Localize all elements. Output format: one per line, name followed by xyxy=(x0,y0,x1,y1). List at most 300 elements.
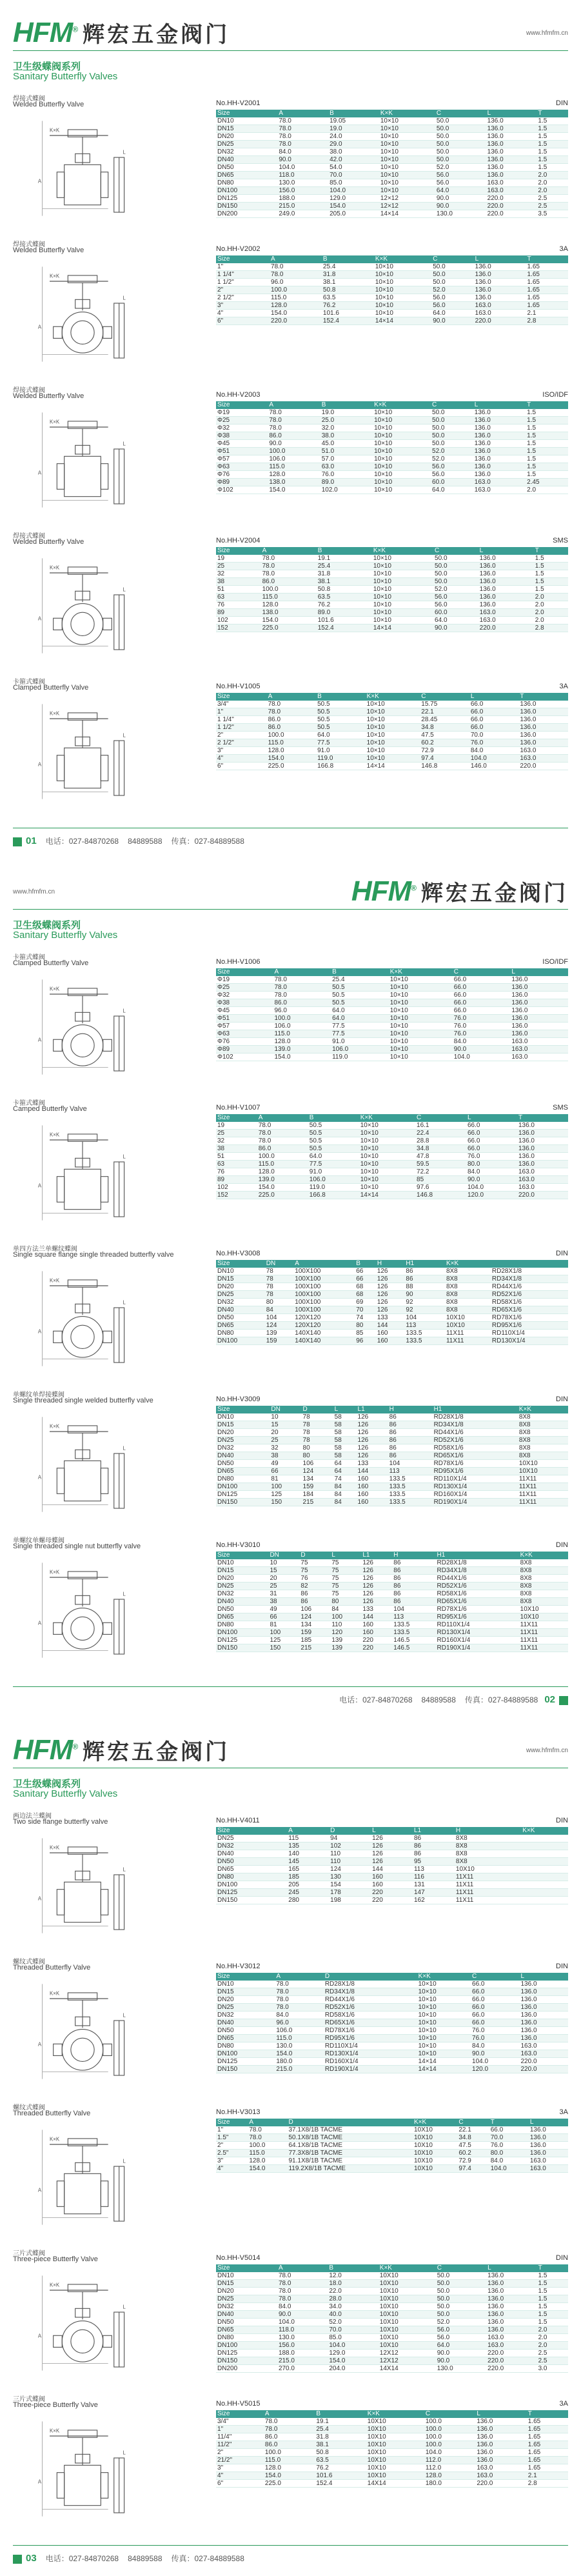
table-cell: 2.8 xyxy=(527,2480,568,2488)
table-cell: 10X10 xyxy=(366,2457,424,2464)
table-cell: 115.0 xyxy=(257,1161,308,1168)
table-cell: 25.4 xyxy=(322,263,374,271)
table-cell: 188.0 xyxy=(277,2350,328,2357)
table-cell: 80 xyxy=(265,1299,294,1306)
table-row xyxy=(216,179,568,187)
table-cell: 8X8 xyxy=(519,1583,568,1590)
page-footer xyxy=(0,2545,581,2571)
table-cell: 10X10 xyxy=(379,2311,436,2319)
table-cell: 128.0 xyxy=(261,601,317,609)
table-row xyxy=(216,1130,568,1137)
spec-table-body xyxy=(216,1122,568,1199)
table-cell: 136.0 xyxy=(474,279,526,286)
table-cell: 90.0 xyxy=(431,317,473,325)
table-cell: 8X8 xyxy=(518,1413,568,1421)
product-name-cn: 单四方法兰单螺纹蝶阀 xyxy=(13,1246,77,1253)
table-cell: DN65 xyxy=(216,2035,275,2042)
table-cell: 10X10 xyxy=(379,2334,436,2342)
column-header: A xyxy=(257,1114,308,1122)
table-cell: Φ102 xyxy=(216,1053,273,1061)
svg-text:K×K: K×K xyxy=(50,986,60,992)
table-cell: 8X8 xyxy=(455,1858,521,1866)
table-cell: 49 xyxy=(270,1460,301,1468)
table-cell: 49 xyxy=(268,1606,299,1613)
table-cell: 2 1/2" xyxy=(216,739,267,747)
table-cell: 86 xyxy=(413,1835,455,1842)
standard-label: 3A xyxy=(559,2108,568,2116)
table-cell: 10X10 xyxy=(455,1866,521,1873)
table-row xyxy=(216,1444,568,1452)
logo-text-cn: 辉宏五金阀门 xyxy=(83,22,230,48)
table-cell: 51.0 xyxy=(320,448,373,455)
table-cell: 76.0 xyxy=(469,739,519,747)
table-cell: 100X100 xyxy=(293,1268,355,1275)
table-cell: DN65 xyxy=(216,1322,265,1330)
table-cell: 128.0 xyxy=(248,2157,287,2165)
table-cell: 38.0 xyxy=(328,148,379,156)
table-cell: DN25 xyxy=(216,141,277,148)
table-cell: 84.0 xyxy=(469,747,519,755)
table-cell: 10×10 xyxy=(359,1153,415,1161)
table-row xyxy=(216,1153,568,1161)
table-cell: 66.0 xyxy=(471,2012,519,2019)
table-cell: 86 xyxy=(392,1575,435,1583)
table-cell: 110 xyxy=(329,1858,371,1866)
table-cell: 10X10 xyxy=(379,2272,436,2280)
table-cell: 10×10 xyxy=(417,2042,471,2050)
table-cell: 10X10 xyxy=(379,2342,436,2350)
table-cell: 100.0 xyxy=(424,2418,475,2426)
table-row xyxy=(216,1437,568,1444)
table-row xyxy=(216,187,568,195)
table-cell: 136.0 xyxy=(510,1015,568,1023)
table-row xyxy=(216,486,568,494)
table-cell: 10×10 xyxy=(374,271,431,279)
table-cell: 10×10 xyxy=(417,2012,471,2019)
table-cell: 104.0 xyxy=(453,1053,511,1061)
table-row xyxy=(216,701,568,708)
column-header: L xyxy=(478,547,534,555)
table-cell: RD160X1/4 xyxy=(436,1637,519,1644)
table-cell: 42.0 xyxy=(328,156,379,164)
table-cell: 1.5 xyxy=(534,578,568,586)
table-cell: 8X8 xyxy=(519,1590,568,1598)
footer-tel2: 84889588 xyxy=(421,1695,456,1704)
table-cell: 80 xyxy=(355,1322,376,1330)
table-cell: 136.0 xyxy=(520,2035,569,2042)
table-cell: 100.0 xyxy=(257,1153,308,1161)
svg-text:L: L xyxy=(123,1008,126,1014)
table-cell: 136.0 xyxy=(475,2418,526,2426)
svg-text:K×K: K×K xyxy=(50,1423,60,1430)
table-cell: 84.0 xyxy=(466,1168,517,1176)
table-cell: 78 xyxy=(265,1291,294,1299)
svg-text:K×K: K×K xyxy=(50,419,60,425)
table-cell: 136.0 xyxy=(473,424,526,432)
table-row xyxy=(216,1421,568,1429)
spec-table-body xyxy=(216,701,568,770)
table-row xyxy=(216,1161,568,1168)
table-cell: 10×10 xyxy=(389,992,453,999)
table-row xyxy=(216,1468,568,1475)
table-cell: 115.0 xyxy=(267,739,317,747)
spec-table-body xyxy=(216,555,568,632)
column-header: B xyxy=(316,693,366,701)
table-cell: 8X8 xyxy=(518,1452,568,1460)
table-cell: 47.8 xyxy=(415,1153,466,1161)
drawing-area xyxy=(19,1410,168,1523)
table-cell: 47.5 xyxy=(457,2142,489,2150)
column-header: H xyxy=(455,1827,521,1835)
table-cell: 146.8 xyxy=(420,763,469,770)
table-cell: 133.5 xyxy=(388,1483,433,1491)
table-cell: 8X8 xyxy=(519,1559,568,1567)
table-cell: 136.0 xyxy=(520,2027,569,2035)
table-cell: 63.5 xyxy=(317,594,372,601)
table-row xyxy=(216,156,568,164)
table-cell: 10×10 xyxy=(374,263,431,271)
table-cell: 50.0 xyxy=(435,117,486,125)
table-cell: 136.0 xyxy=(486,2319,537,2326)
table-row xyxy=(216,1330,568,1337)
product-name-cn: 单螺纹单螺母蝶阀 xyxy=(13,1537,64,1544)
table-cell: 163.0 xyxy=(510,1053,568,1061)
table-cell: 14×14 xyxy=(417,2066,471,2073)
site-url[interactable]: www.hfmfm.cn xyxy=(526,1747,568,1754)
table-cell: 78.0 xyxy=(261,555,317,563)
table-row xyxy=(216,1275,568,1283)
table-row xyxy=(216,1644,568,1652)
table-row xyxy=(216,976,568,984)
table-cell: 163.0 xyxy=(478,609,534,617)
table-cell: 15 xyxy=(270,1421,301,1429)
table-cell: 10X10 xyxy=(413,2165,457,2173)
page-number: 02 xyxy=(544,1694,555,1705)
table-cell: 66 xyxy=(355,1275,376,1283)
table-cell: DN20 xyxy=(216,133,277,141)
table-cell: 78.0 xyxy=(275,2004,323,2012)
table-cell: Φ38 xyxy=(216,999,273,1007)
table-cell: 184 xyxy=(302,1491,333,1499)
column-header: D xyxy=(302,1406,333,1413)
table-cell: 11/4" xyxy=(216,2433,264,2441)
table-cell: 163.0 xyxy=(520,2050,569,2058)
table-cell: 86.0 xyxy=(267,716,317,724)
column-header: B xyxy=(355,1260,376,1268)
product-name-cn: 卡箍式蝶阀 xyxy=(13,1100,45,1107)
table-cell: 86 xyxy=(388,1429,433,1437)
table-cell: 66.0 xyxy=(453,984,511,992)
spec-table-header xyxy=(216,693,568,701)
table-cell: 10×10 xyxy=(366,701,420,708)
table-cell: 215 xyxy=(299,1644,330,1652)
standard-label: 3A xyxy=(559,245,568,253)
header-row xyxy=(216,2119,568,2126)
table-cell: 50.5 xyxy=(331,992,389,999)
catalog-page xyxy=(0,0,581,859)
table-cell: 136.0 xyxy=(486,148,537,156)
page-footer xyxy=(0,828,581,854)
table-row xyxy=(216,2050,568,2058)
table-row xyxy=(216,2457,568,2464)
table-cell: 130.0 xyxy=(435,210,486,218)
spec-table xyxy=(216,1114,568,1199)
table-cell: 128.0 xyxy=(268,471,320,479)
column-header: H xyxy=(376,1260,405,1268)
product-block xyxy=(0,1953,581,2099)
table-cell: 64.1X8/1B TACME xyxy=(287,2142,413,2150)
table-row xyxy=(216,2295,568,2303)
table-cell: 86 xyxy=(299,1590,330,1598)
table-cell: 133.5 xyxy=(388,1475,433,1483)
column-header: L xyxy=(333,1406,357,1413)
product-block xyxy=(0,1808,581,1953)
column-header: C xyxy=(433,547,478,555)
site-url[interactable]: www.hfmfm.cn xyxy=(13,888,55,895)
table-cell: 10×10 xyxy=(359,1161,415,1168)
table-cell: 124 xyxy=(299,1613,330,1621)
header-row xyxy=(216,693,568,701)
svg-text:L: L xyxy=(123,586,126,593)
table-cell: 136.0 xyxy=(529,2142,568,2150)
spec-table xyxy=(216,1552,568,1652)
table-cell: 50.0 xyxy=(435,156,486,164)
table-cell: 10×10 xyxy=(374,294,431,302)
column-header: DN xyxy=(265,1260,294,1268)
table-cell: 76.0 xyxy=(471,2035,519,2042)
table-cell: 139.0 xyxy=(273,1046,331,1053)
table-cell: 106.0 xyxy=(273,1023,331,1030)
table-cell: 1.5 xyxy=(534,555,568,563)
header-row xyxy=(216,1827,568,1835)
table-cell: 66.0 xyxy=(471,1981,519,1988)
table-cell: 100.0 xyxy=(424,2441,475,2449)
table-cell: 220 xyxy=(361,1637,392,1644)
product-block xyxy=(0,1241,581,1386)
table-cell: 58 xyxy=(333,1444,357,1452)
table-cell: 56.0 xyxy=(435,179,486,187)
table-cell: 136.0 xyxy=(518,701,568,708)
table-cell: 128.0 xyxy=(424,2472,475,2480)
table-row xyxy=(216,1192,568,1199)
valve-drawing xyxy=(19,1264,168,1373)
column-header: Size xyxy=(216,547,261,555)
spec-table xyxy=(216,968,568,1061)
table-row xyxy=(216,2058,568,2066)
table-cell: 29.0 xyxy=(328,141,379,148)
table-row xyxy=(216,1858,568,1866)
table-cell: 14×14 xyxy=(359,1192,415,1199)
table-cell: DN10 xyxy=(216,2272,277,2280)
table-cell: 85 xyxy=(355,1330,376,1337)
table-cell: 136.0 xyxy=(486,141,537,148)
table-row xyxy=(216,302,568,310)
table-cell: 54.0 xyxy=(328,164,379,172)
column-header: C xyxy=(453,968,511,976)
table-cell: 2.0 xyxy=(537,2342,568,2350)
table-cell: 50.8 xyxy=(315,2449,366,2457)
table-cell: RD34X1/8 xyxy=(324,1988,417,1996)
table-cell: 162 xyxy=(413,1897,455,1904)
table-cell: 22.1 xyxy=(457,2126,489,2134)
table-cell: 4" xyxy=(216,310,270,317)
table-cell: 163.0 xyxy=(478,617,534,624)
product-name-en: Welded Butterfly Valve xyxy=(13,101,84,108)
valve-drawing xyxy=(19,2122,168,2232)
svg-text:K×K: K×K xyxy=(50,2428,60,2434)
table-cell: 70.0 xyxy=(328,2326,378,2334)
table-cell: 100 xyxy=(330,1613,361,1621)
table-cell: 136.0 xyxy=(475,2457,526,2464)
product-name-en: Two side flange butterfly valve xyxy=(13,1818,108,1826)
table-cell: 110 xyxy=(329,1850,371,1858)
table-cell: 10×10 xyxy=(417,2004,471,2012)
table-cell: 1.65 xyxy=(526,302,568,310)
table-cell: 10×10 xyxy=(389,1023,453,1030)
drawing-area xyxy=(19,1555,168,1668)
table-cell: 1.5 xyxy=(534,586,568,594)
table-cell: 136.0 xyxy=(510,1007,568,1015)
table-cell: 160 xyxy=(357,1491,388,1499)
table-cell: 32 xyxy=(216,570,261,578)
table-cell: 220.0 xyxy=(486,210,537,218)
table-cell: 10×10 xyxy=(372,555,433,563)
table-cell: 25 xyxy=(268,1583,299,1590)
table-cell: 63 xyxy=(216,594,261,601)
spec-table-header xyxy=(216,2410,568,2418)
table-cell: 154.0 xyxy=(273,1053,331,1061)
site-url[interactable]: www.hfmfm.cn xyxy=(526,30,568,37)
page-marker xyxy=(559,1696,568,1705)
registered-mark: ® xyxy=(72,25,78,34)
table-cell xyxy=(521,1866,568,1873)
column-header: T xyxy=(517,1114,568,1122)
registered-mark: ® xyxy=(72,1742,78,1752)
table-cell: 77.5 xyxy=(331,1030,389,1038)
table-cell: DN65 xyxy=(216,1468,270,1475)
table-cell: 78.0 xyxy=(267,708,317,716)
table-cell: 140X140 xyxy=(293,1337,355,1345)
table-cell: 152 xyxy=(216,624,261,632)
table-cell: RD110X1/4 xyxy=(433,1475,518,1483)
table-cell: 78 xyxy=(302,1413,333,1421)
column-header: T xyxy=(489,2119,529,2126)
table-cell: 128.0 xyxy=(273,1038,331,1046)
table-cell: 10×10 xyxy=(366,732,420,739)
column-header: Size xyxy=(216,1260,265,1268)
table-cell: 34.8 xyxy=(415,1145,466,1153)
column-header: Size xyxy=(216,1827,287,1835)
table-cell: 50.0 xyxy=(433,555,478,563)
table-cell: 1.5 xyxy=(537,156,568,164)
table-row xyxy=(216,2126,568,2134)
column-header: L xyxy=(466,1114,517,1122)
drawing-area xyxy=(19,1264,168,1377)
table-cell: 152 xyxy=(216,1192,257,1199)
table-cell: 58 xyxy=(333,1429,357,1437)
table-cell: 25 xyxy=(270,1437,301,1444)
svg-text:K×K: K×K xyxy=(50,2136,60,2142)
table-cell: 50.0 xyxy=(436,2295,486,2303)
table-cell: 12X12 xyxy=(379,2357,436,2365)
table-cell: 89 xyxy=(216,1176,257,1184)
table-cell: 136.0 xyxy=(486,2280,537,2288)
series-title-en: Sanitary Butterfly Valves xyxy=(13,930,118,941)
table-cell: 10X10 xyxy=(519,1606,568,1613)
table-cell: 113 xyxy=(388,1468,433,1475)
table-cell: 10×10 xyxy=(372,563,433,570)
table-cell: 245 xyxy=(287,1889,329,1897)
column-header: A xyxy=(277,2264,328,2272)
table-cell: 163.0 xyxy=(517,1168,568,1176)
table-cell: RD78X1/6 xyxy=(436,1606,519,1613)
table-cell: 138.0 xyxy=(261,609,317,617)
standard-label: DIN xyxy=(556,1962,568,1970)
table-cell: 136.0 xyxy=(478,601,534,609)
table-cell: 100.0 xyxy=(267,732,317,739)
table-cell: 10×10 xyxy=(359,1137,415,1145)
table-row xyxy=(216,133,568,141)
table-cell: 70.0 xyxy=(489,2134,529,2142)
spec-table-body xyxy=(216,1835,568,1904)
table-cell: 134 xyxy=(302,1475,333,1483)
table-cell: DN15 xyxy=(216,1567,268,1575)
table-cell: 97.4 xyxy=(457,2165,489,2173)
table-cell: 136.0 xyxy=(473,417,526,424)
table-cell: 1.5 xyxy=(537,2280,568,2288)
column-header: L xyxy=(330,1552,361,1559)
column-header: T xyxy=(527,2410,568,2418)
table-cell: 136.0 xyxy=(478,578,534,586)
table-row xyxy=(216,755,568,763)
table-cell: 11X11 xyxy=(455,1897,521,1904)
table-cell: 134 xyxy=(299,1621,330,1629)
table-cell: 50.0 xyxy=(431,263,473,271)
table-cell: 1.5 xyxy=(534,570,568,578)
table-cell: RD28X1/8 xyxy=(436,1559,519,1567)
table-cell: DN150 xyxy=(216,1644,268,1652)
table-cell: 133.5 xyxy=(388,1499,433,1506)
table-cell: 163.0 xyxy=(474,310,526,317)
table-cell: 1.5 xyxy=(534,563,568,570)
table-cell: 10×10 xyxy=(389,1007,453,1015)
table-cell: 128.0 xyxy=(267,747,317,755)
footer-rule xyxy=(13,2545,568,2546)
table-cell: 14×14 xyxy=(417,2058,471,2066)
table-cell: 1.65 xyxy=(527,2441,568,2449)
table-cell: 31.8 xyxy=(322,271,374,279)
header-row xyxy=(216,1260,568,1268)
table-cell: DN32 xyxy=(216,1590,268,1598)
product-name-en: Clamped Butterfly Valve xyxy=(13,684,89,692)
table-row xyxy=(216,617,568,624)
table-cell: 136.0 xyxy=(486,133,537,141)
table-row xyxy=(216,463,568,471)
svg-text:A: A xyxy=(37,324,42,330)
table-cell: 10×10 xyxy=(379,156,435,164)
table-cell: 136.0 xyxy=(518,732,568,739)
table-cell: 34.0 xyxy=(328,2303,378,2311)
table-cell: 78 xyxy=(265,1283,294,1291)
spec-table-header xyxy=(216,110,568,117)
column-header: A xyxy=(277,110,328,117)
table-cell: 10×10 xyxy=(417,2019,471,2027)
table-row xyxy=(216,2365,568,2373)
drawing-area xyxy=(19,2414,168,2527)
svg-text:K×K: K×K xyxy=(50,1132,60,1138)
column-header: D xyxy=(329,1827,371,1835)
table-cell: 78.0 xyxy=(277,2272,328,2280)
